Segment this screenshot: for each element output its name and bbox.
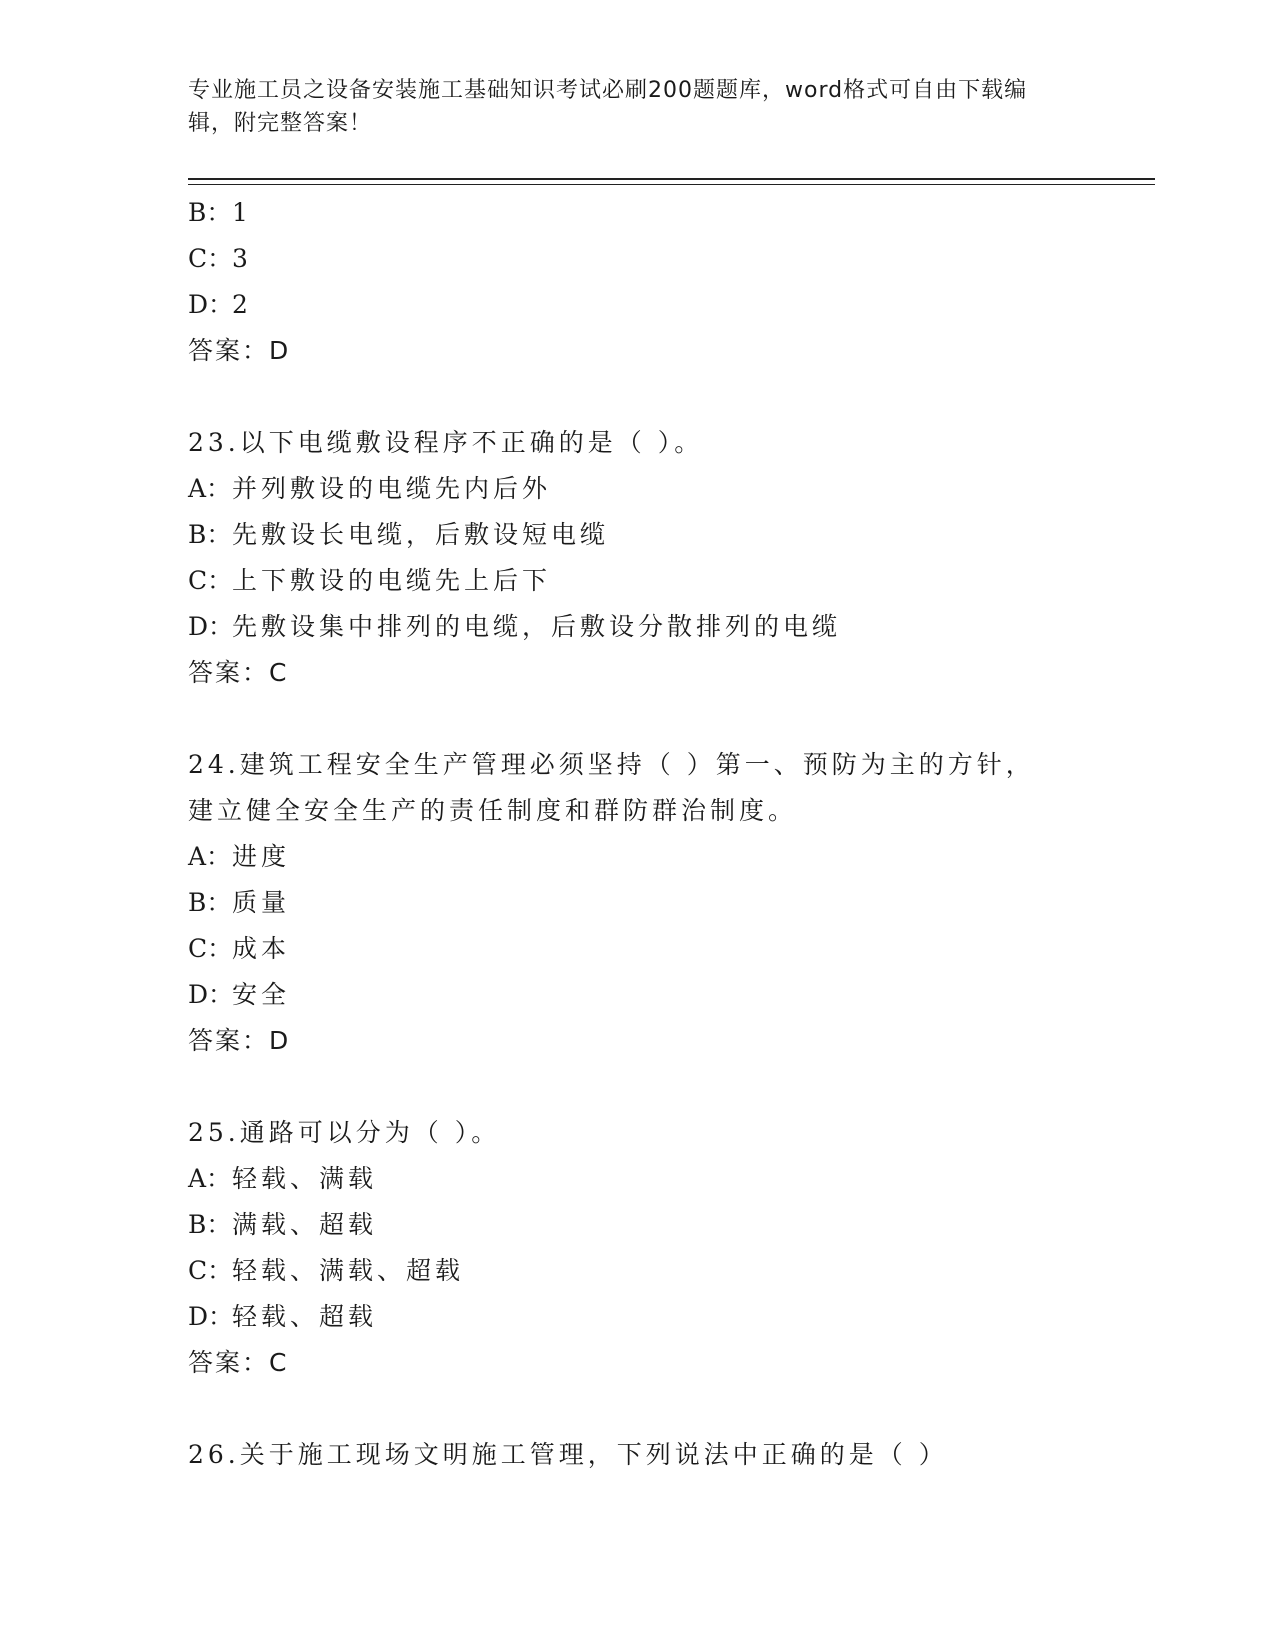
question-text: 26.关于施工现场文明施工管理，下列说法中正确的是（ ） xyxy=(188,1440,948,1469)
question-24 xyxy=(188,742,1088,1064)
option-a: A：轻载、满载 xyxy=(188,1164,378,1193)
option-d: D：先敷设集中排列的电缆，后敷设分散排列的电缆 xyxy=(188,612,842,641)
document-body xyxy=(188,190,1088,1478)
question-22-tail xyxy=(188,190,1088,374)
option-d: D：安全 xyxy=(188,980,291,1009)
option-c: C：上下敷设的电缆先上后下 xyxy=(188,566,552,595)
option-d: D：2 xyxy=(188,290,252,319)
option-b: B：1 xyxy=(188,198,252,227)
answer-line: 答案：D xyxy=(188,1026,291,1055)
option-b: B：满载、超载 xyxy=(188,1210,378,1239)
document-header: 专业施工员之设备安装施工基础知识考试必刷200题题库，word格式可自由下载编辑，附完整答案！ xyxy=(188,78,1028,136)
answer-line: 答案：D xyxy=(188,336,291,365)
answer-line: 答案：C xyxy=(188,1348,289,1377)
option-c: C：轻载、满载、超载 xyxy=(188,1256,465,1285)
option-c: C：3 xyxy=(188,244,252,273)
option-a: A：进度 xyxy=(188,842,291,871)
question-26 xyxy=(188,1432,1088,1478)
question-text: 23.以下电缆敷设程序不正确的是（ ）。 xyxy=(188,428,704,457)
option-a: A：并列敷设的电缆先内后外 xyxy=(188,474,552,503)
option-b: B：先敷设长电缆，后敷设短电缆 xyxy=(188,520,610,549)
header-rule-thin xyxy=(188,184,1155,185)
question-25 xyxy=(188,1110,1088,1386)
question-23 xyxy=(188,420,1088,696)
option-c: C：成本 xyxy=(188,934,291,963)
option-d: D：轻载、超载 xyxy=(188,1302,378,1331)
option-b: B：质量 xyxy=(188,888,291,917)
answer-line: 答案：C xyxy=(188,658,289,687)
question-text: 24.建筑工程安全生产管理必须坚持（ ）第一、预防为主的方针，建立健全安全生产的责任制度和群防群治制度。 xyxy=(188,750,1035,825)
header-rule-thick xyxy=(188,178,1155,180)
question-text: 25.通路可以分为（ ）。 xyxy=(188,1118,501,1147)
